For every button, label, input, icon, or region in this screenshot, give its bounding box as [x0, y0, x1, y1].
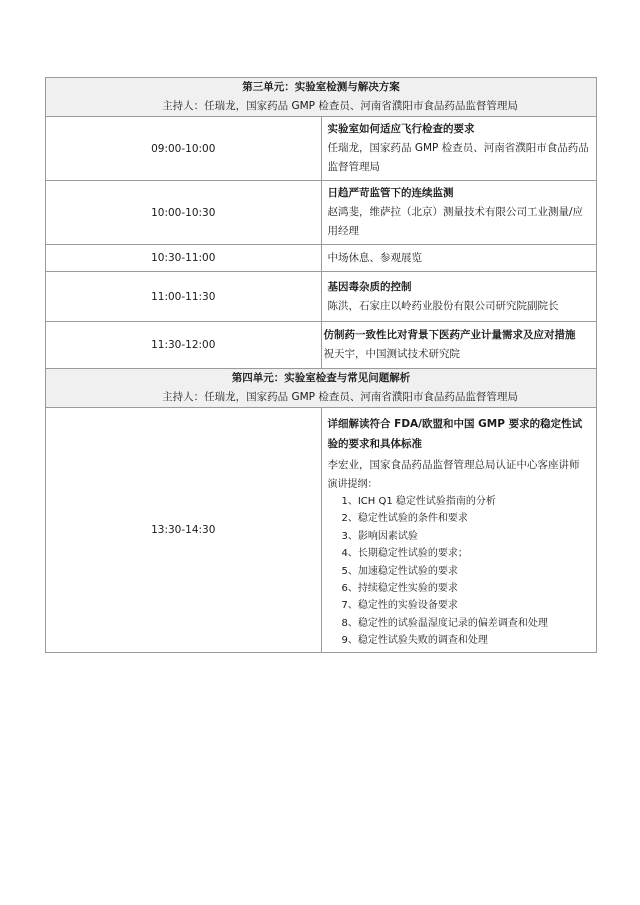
session-content: [321, 181, 597, 245]
table-row: [46, 245, 597, 272]
session-content: [321, 408, 597, 653]
table-row: [46, 272, 597, 322]
session-title: 日趋严苛监管下的连续监测: [327, 187, 454, 199]
session-speaker: 陈洪，石家庄以岭药业股份有限公司研究院副院长: [327, 299, 559, 312]
session-title: 基因毒杂质的控制: [327, 280, 412, 293]
section-title: 第三单元：实验室检测与解决方案: [242, 81, 400, 93]
session-time: 13:30-14:30: [46, 408, 322, 653]
outline-item: 1、ICH Q1 稳定性试验指南的分析: [341, 496, 496, 507]
break-text: 中场休息、参观展览: [327, 251, 422, 264]
session-time: 10:00-10:30: [46, 181, 322, 245]
session-title: 仿制药一致性比对背景下医药产业计量需求及应对措施: [323, 329, 576, 341]
outline-item: 6、持续稳定性实验的要求: [341, 583, 458, 595]
session-speaker: 任瑞龙，国家药品 GMP 检查员、河南省濮阳市食品药品监督管理局: [327, 142, 589, 173]
section-4-header: [46, 369, 597, 408]
session-content: [321, 272, 597, 322]
session-speaker: 赵鸿斐，维萨拉（北京）测量技术有限公司工业测量/应用经理: [327, 206, 584, 237]
outline-item: 5、加速稳定性试验的要求: [341, 565, 458, 577]
session-speaker: 李宏业，国家食品药品监督管理总局认证中心客座讲师: [327, 459, 580, 471]
section-title: 第四单元：实验室检查与常见问题解析: [231, 372, 411, 384]
outline-item: 3、影响因素试验: [341, 530, 418, 542]
table-row: [46, 181, 597, 245]
outline-label: 演讲提纲：: [327, 479, 378, 490]
section-header-row: [46, 369, 597, 408]
session-time: 11:30-12:00: [46, 322, 322, 369]
session-title: 详细解读符合 FDA/欧盟和中国 GMP 要求的稳定性试验的要求和具体标准: [327, 418, 583, 450]
table-row: [46, 322, 597, 369]
session-time: 10:30-11:00: [46, 245, 322, 272]
session-content: [321, 322, 597, 369]
section-3-header: [46, 78, 597, 117]
session-speaker: 祝天宇，中国测试技术研究院: [323, 348, 460, 360]
session-content: [321, 245, 597, 272]
session-time: 11:00-11:30: [46, 272, 322, 322]
outline-item: 7、稳定性的实验设备要求: [341, 600, 458, 612]
session-title: 实验室如何适应飞行检查的要求: [327, 123, 475, 135]
table-row: [46, 408, 597, 653]
section-host: 主持人：任瑞龙，国家药品 GMP 检查员、河南省濮阳市食品药品监督管理局: [162, 391, 518, 403]
section-host: 主持人：任瑞龙，国家药品 GMP 检查员、河南省濮阳市食品药品监督管理局: [162, 100, 518, 112]
table-row: [46, 117, 597, 181]
outline-item: 9、稳定性试验失败的调查和处理: [341, 635, 488, 647]
outline-item: 8、稳定性的试验温湿度记录的偏差调查和处理: [341, 617, 548, 629]
session-time: 09:00-10:00: [46, 117, 322, 181]
agenda-table: [45, 77, 597, 653]
outline-item: 2、稳定性试验的条件和要求: [341, 513, 468, 525]
section-header-row: [46, 78, 597, 117]
outline-item: 4、长期稳定性试验的要求；: [341, 548, 468, 560]
session-content: [321, 117, 597, 181]
